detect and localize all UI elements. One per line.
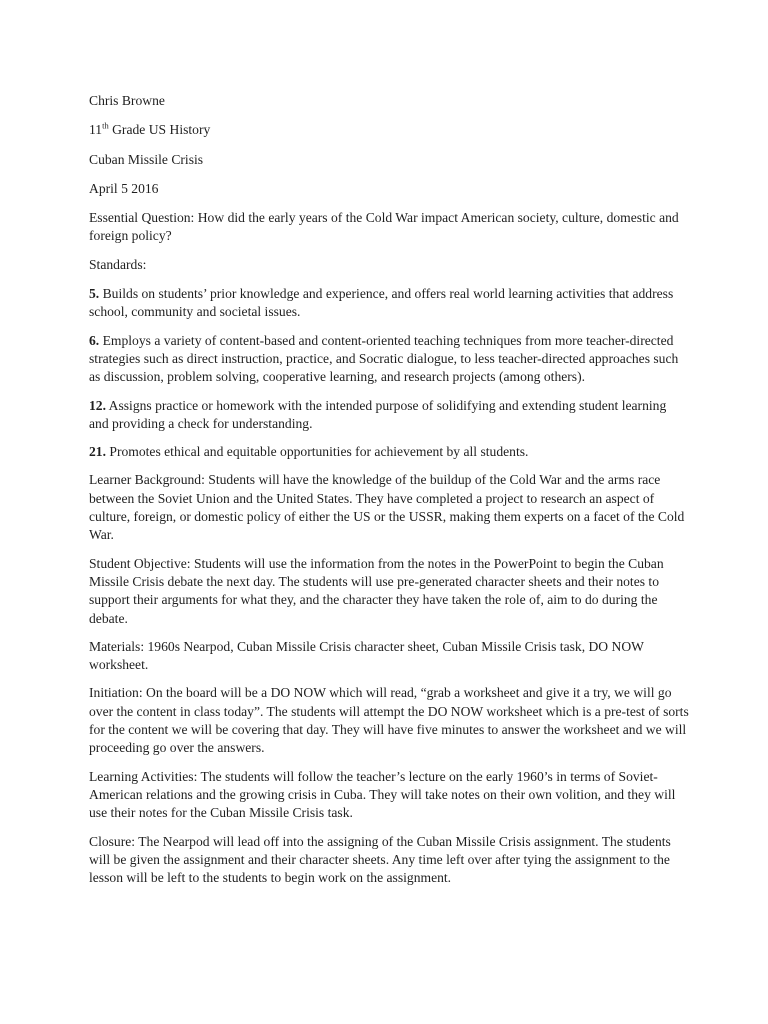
essential-question: Essential Question: How did the early years of the Cold War impact American society, culture, domestic and foreign policy? <box>89 210 679 244</box>
grade-rest: Grade US History <box>108 122 211 138</box>
standard-number: 21. <box>89 444 106 460</box>
grade-suffix: th <box>102 120 109 131</box>
standard-number: 6. <box>89 332 100 348</box>
standard-item <box>89 443 689 461</box>
author-name: Chris Browne <box>89 93 165 108</box>
closure: Closure: The Nearpod will lead off into the assigning of the Cuban Missile Crisis assignment. The students will be given the assignment and their character sheets. Any time left over after tying the assignment to the lesson will be left to the students to begin work on the assignment. <box>89 833 671 886</box>
learning-activities: Learning Activities: The students will follow the teacher’s lecture on the early 1960’s in terms of Soviet-American relations and the growing crisis in Cuba. They will take notes on their own volition, and they will use their notes for the Cuban Missile Crisis task. <box>89 768 676 821</box>
standard-text: Employs a variety of content-based and content-oriented teaching techniques from more teacher-directed strategies such as direct instruction, practice, and Socratic dialogue, to less teacher-directed approaches such as discussion, problem solving, cooperative learning, and research projects (among others). <box>89 332 679 385</box>
standard-text: Builds on students’ prior knowledge and experience, and offers real world learning activities that address school, community and societal issues. <box>89 286 674 320</box>
standard-item <box>89 332 689 387</box>
standards-label: Standards: <box>89 256 147 272</box>
student-objective: Student Objective: Students will use the information from the notes in the PowerPoint to begin the Cuban Missile Crisis debate the next day. The students will use pre-generated character sheets and their notes to support their arguments for what they, and the character they have taken the role of, aim to do during the debate. <box>89 555 664 626</box>
standard-item <box>89 397 689 434</box>
standard-number: 5. <box>89 286 100 302</box>
learner-background: Learner Background: Students will have the knowledge of the buildup of the Cold War and the arms race between the Soviet Union and the United States. They have completed a project to research an aspect of culture, foreign, or domestic policy of either the US or the USSR, making them experts on a facet of the Cold War. <box>89 472 685 543</box>
standard-text: Assigns practice or homework with the intended purpose of solidifying and extending student learning and providing a check for understanding. <box>89 397 667 431</box>
standard-item <box>89 285 689 322</box>
materials: Materials: 1960s Nearpod, Cuban Missile Crisis character sheet, Cuban Missile Crisis task, DO NOW worksheet. <box>89 638 644 673</box>
grade-course <box>89 121 689 139</box>
lesson-topic: Cuban Missile Crisis <box>89 151 204 167</box>
grade-number: 11 <box>89 122 103 138</box>
lesson-plan-document <box>89 92 689 897</box>
initiation: Initiation: On the board will be a DO NOW which will read, “grab a worksheet and give it a try, we will go over the content in class today”. The students will attempt the DO NOW worksheet which is a pre-test of sorts for the content we will be covering that day. They will have five minutes to answer the worksheet and we will proceeding go over the answers. <box>89 685 689 756</box>
standard-number: 12. <box>89 397 106 413</box>
lesson-date: April 5 2016 <box>89 180 159 196</box>
standard-text: Promotes ethical and equitable opportunities for achievement by all students. <box>106 444 529 460</box>
